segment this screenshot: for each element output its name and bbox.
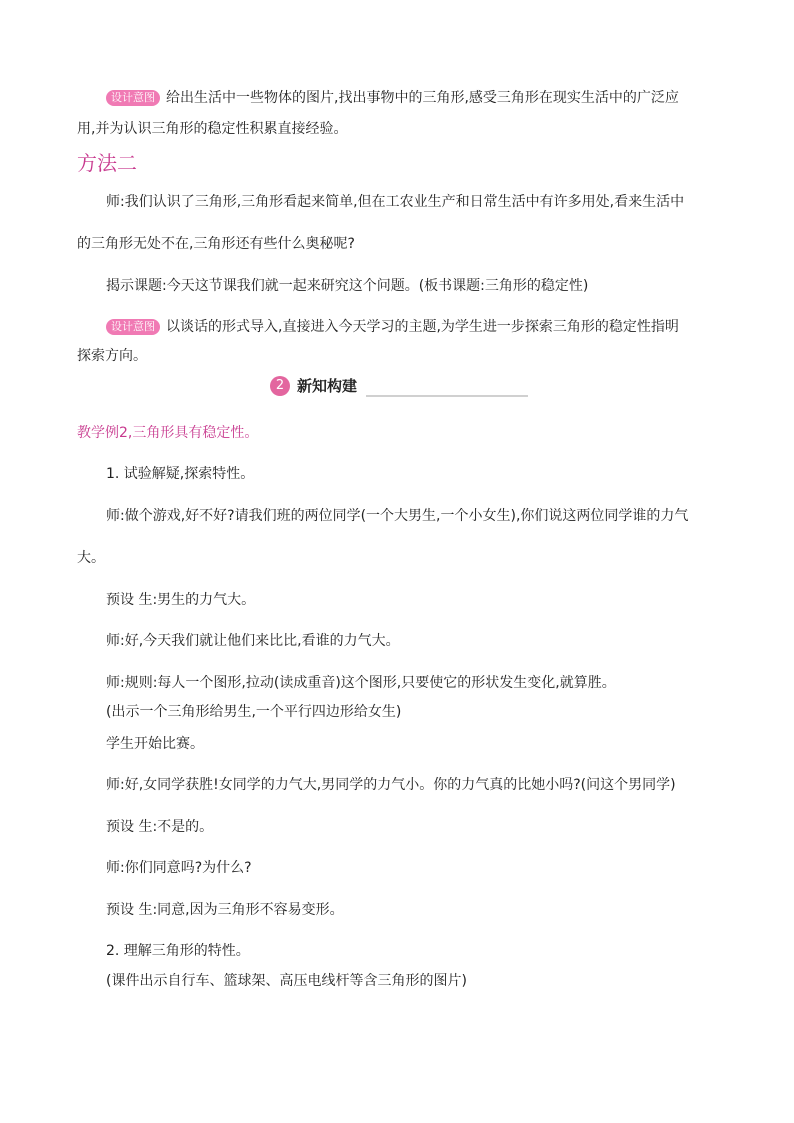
design-intent-2-line-2: 探索方向。: [77, 348, 147, 364]
section-divider: [366, 395, 528, 397]
step-1-heading: 1. 试验解疑,探索特性。: [106, 466, 255, 482]
section-number-badge: 2: [270, 376, 290, 396]
step-2-heading: 2. 理解三角形的特性。: [106, 943, 250, 959]
paragraph-game-line-2: 大。: [77, 550, 105, 566]
design-intent-text: 给出生活中一些物体的图片,找出事物中的三角形,感受三角形在现实生活中的广泛应: [166, 90, 679, 106]
paragraph-preset-1: 预设 生:男生的力气大。: [106, 592, 256, 608]
paragraph-courseware: (课件出示自行车、篮球架、高压电线杆等含三角形的图片): [106, 973, 467, 989]
paragraph-show-shapes: (出示一个三角形给男生,一个平行四边形给女生): [106, 704, 402, 720]
design-intent-1-line-1: [106, 88, 679, 108]
method-title: 方法二: [77, 151, 137, 175]
design-intent-1-line-2: 用,并为认识三角形的稳定性积累直接经验。: [77, 121, 348, 137]
paragraph-teacher-compare: 师:好,今天我们就让他们来比比,看谁的力气大。: [106, 633, 400, 649]
section-header: [270, 374, 530, 398]
paragraph-topic-reveal: 揭示课题:今天这节课我们就一起来研究这个问题。(板书课题:三角形的稳定性): [106, 278, 589, 294]
paragraph-preset-2: 预设 生:不是的。: [106, 819, 214, 835]
paragraph-preset-3: 预设 生:同意,因为三角形不容易变形。: [106, 902, 344, 918]
paragraph-teacher-intro-line-1: 师:我们认识了三角形,三角形看起来简单,但在工农业生产和日常生活中有许多用处,看来生活中: [106, 194, 685, 210]
paragraph-start-match: 学生开始比赛。: [106, 736, 204, 752]
design-intent-badge: 设计意图: [106, 319, 160, 335]
paragraph-teacher-ask: 师:你们同意吗?为什么?: [106, 860, 252, 876]
section-title: 新知构建: [297, 377, 358, 395]
design-intent-2-line-1: [106, 317, 679, 337]
design-intent-text: 以谈话的形式导入,直接进入今天学习的主题,为学生进一步探索三角形的稳定性指明: [166, 319, 679, 335]
design-intent-badge: 设计意图: [106, 90, 160, 106]
paragraph-game-line-1: 师:做个游戏,好不好?请我们班的两位同学(一个大男生,一个小女生),你们说这两位同学谁的力气: [106, 508, 689, 524]
paragraph-rules: 师:规则:每人一个图形,拉动(读成重音)这个图形,只要使它的形状发生变化,就算胜。: [106, 675, 616, 691]
paragraph-girl-wins: 师:好,女同学获胜!女同学的力气大,男同学的力气小。你的力气真的比她小吗?(问这个男同学): [106, 777, 676, 793]
paragraph-teacher-intro-line-2: 的三角形无处不在,三角形还有些什么奥秘呢?: [77, 236, 355, 252]
example-title: 教学例2,三角形具有稳定性。: [77, 425, 259, 441]
